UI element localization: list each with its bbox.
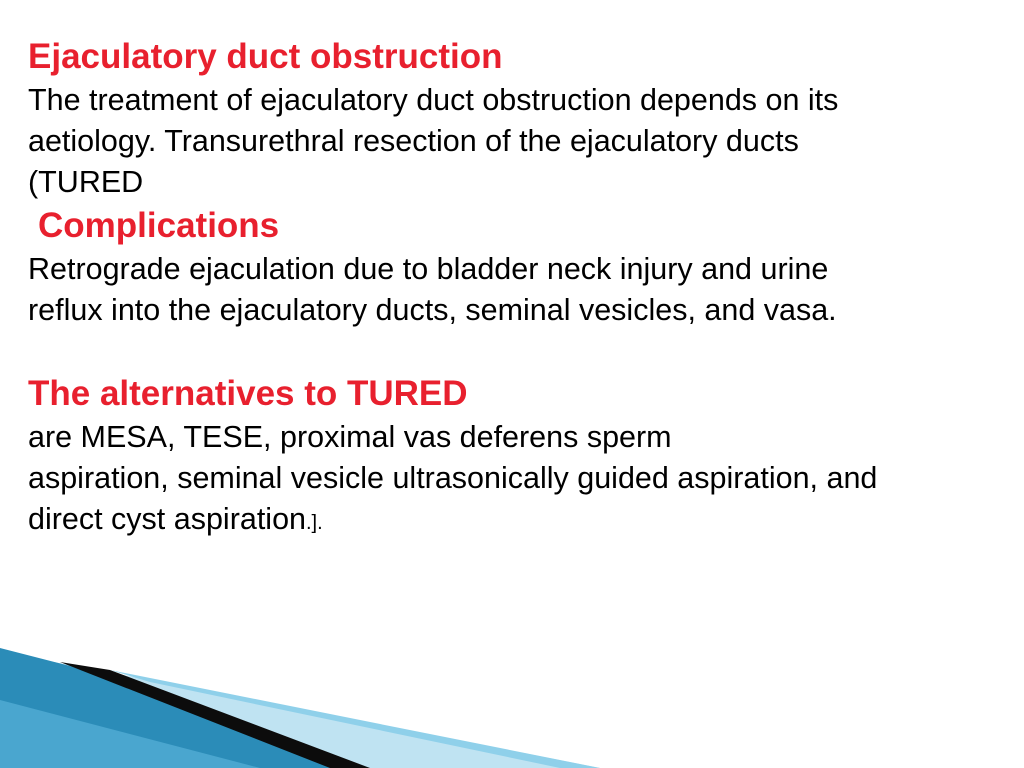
heading-alternatives-to-tured: The alternatives to TURED — [28, 374, 468, 413]
section1-line-1: The treatment of ejaculatory duct obstruction depends on its — [28, 83, 839, 117]
section3-line-3 — [28, 499, 998, 544]
decor-light-blue-wedge — [0, 652, 600, 768]
section2-line-1: Retrograde ejaculation due to bladder neck injury and urine — [28, 252, 829, 286]
section2-line-2: reflux into the ejaculatory ducts, seminal vesicles, and vasa. — [28, 293, 837, 327]
section3-line-3-text: direct cyst aspiration — [28, 502, 306, 536]
decor-blue-wedge — [0, 648, 360, 768]
section3-line-1: are MESA, TESE, proximal vas deferens sperm — [28, 420, 672, 454]
spacer — [28, 331, 998, 371]
heading-ejaculatory-duct-obstruction: Ejaculatory duct obstruction — [28, 37, 503, 76]
decor-black-stripe — [60, 662, 370, 768]
heading-complications: Complications — [38, 206, 280, 245]
section1-line-3: (TURED — [28, 165, 144, 199]
decor-mid-blue-wedge — [0, 700, 260, 768]
decor-highlight-stripe — [110, 670, 600, 768]
trailing-bracket-text: .]. — [306, 512, 323, 534]
slide-content — [28, 34, 998, 544]
section1-line-2: aetiology. Transurethral resection of the ejaculatory ducts — [28, 124, 799, 158]
section3-line-2: aspiration, seminal vesicle ultrasonically guided aspiration, and — [28, 461, 878, 495]
